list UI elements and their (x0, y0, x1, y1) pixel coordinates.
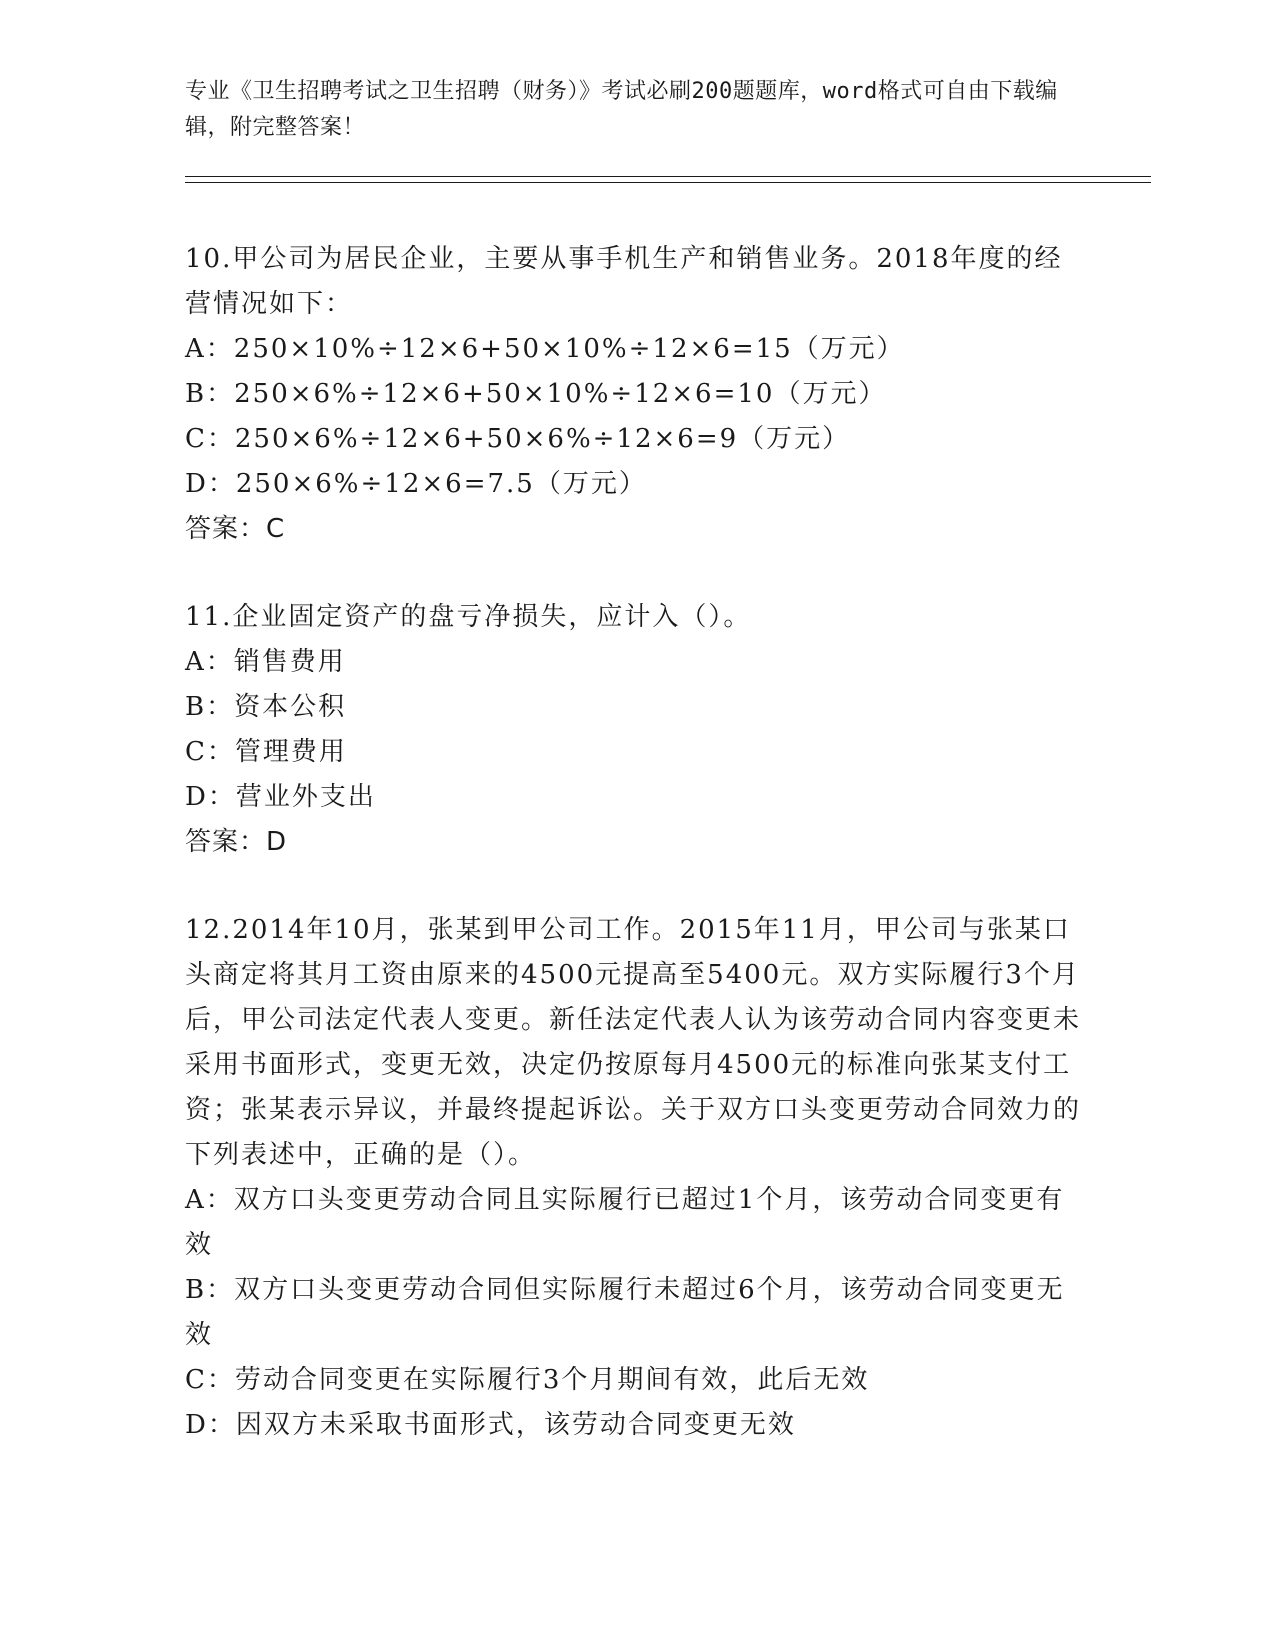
header-divider-bottom (185, 182, 1151, 183)
question-list (185, 237, 1085, 1448)
option-d: D：250×6%÷12×6=7.5（万元） (185, 469, 647, 499)
option-d: D：营业外支出 (185, 782, 376, 812)
answer-label: 答案：C (185, 514, 286, 544)
option-c: C：管理费用 (185, 737, 347, 767)
option-b: B：双方口头变更劳动合同但实际履行未超过6个月，该劳动合同变更无效 (185, 1275, 1065, 1350)
option-a: A：销售费用 (185, 647, 346, 677)
question-11 (185, 595, 1085, 865)
answer-label: 答案：D (185, 827, 288, 857)
option-b: B：资本公积 (185, 692, 347, 722)
option-c: C：劳动合同变更在实际履行3个月期间有效，此后无效 (185, 1365, 870, 1395)
question-text: 10.甲公司为居民企业，主要从事手机生产和销售业务。2018年度的经营情况如下： (185, 244, 1063, 319)
question-12 (185, 908, 1085, 1448)
document-header: 专业《卫生招聘考试之卫生招聘（财务）》考试必刷200题题库，word格式可自由下载编辑，附完整答案！ (185, 79, 1058, 140)
question-text: 12.2014年10月，张某到甲公司工作。2015年11月，甲公司与张某口头商定将其月工资由原来的4500元提高至5400元。双方实际履行3个月后，甲公司法定代表人变更。新任法定代表人认为该劳动合同内容变更未采用书面形式，变更无效，决定仍按原每月4500元的标准向张某支付工资；张某表示异议，并最终提起诉讼。关于双方口头变更劳动合同效力的下列表述中，正确的是（）。 (185, 915, 1082, 1170)
option-b: B：250×6%÷12×6+50×10%÷12×6=10（万元） (185, 379, 887, 409)
spacer (185, 865, 1085, 908)
spacer (185, 552, 1085, 595)
option-d: D：因双方未采取书面形式，该劳动合同变更无效 (185, 1410, 796, 1440)
question-10 (185, 237, 1085, 552)
option-c: C：250×6%÷12×6+50×6%÷12×6=9（万元） (185, 424, 851, 454)
option-a: A：双方口头变更劳动合同且实际履行已超过1个月，该劳动合同变更有效 (185, 1185, 1065, 1260)
header-divider-top (185, 176, 1151, 177)
option-a: A：250×10%÷12×6+50×10%÷12×6=15（万元） (185, 334, 905, 364)
question-text: 11.企业固定资产的盘亏净损失，应计入（）。 (185, 602, 752, 632)
